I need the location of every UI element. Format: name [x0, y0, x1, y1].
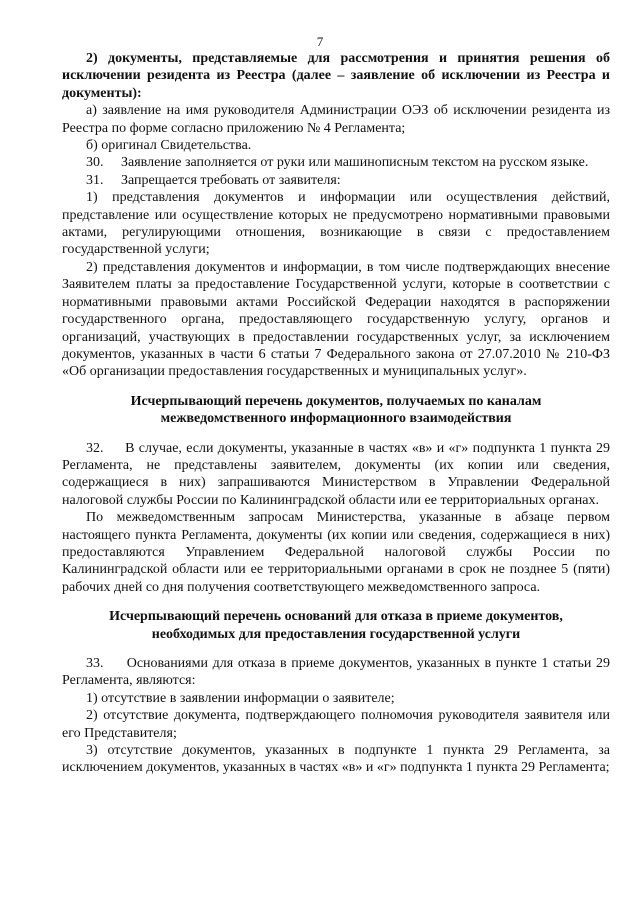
page-number: 7: [316, 34, 324, 49]
paragraph: 3) отсутствие документов, указанных в подпункте 1 пункта 29 Регламента, за исключением документов, указанных в частях «в» и «г» подпункта 1 пункта 29 Регламента;: [62, 743, 610, 776]
paragraph: 1) отсутствие в заявлении информации о заявителе;: [86, 690, 395, 706]
heading-line: Исчерпывающий перечень оснований для отказа в приеме документов,: [109, 609, 563, 625]
heading-line: межведомственного информационного взаимодействия: [160, 411, 512, 427]
paragraph: 2) представления документов и информации, в том числе подтверждающих внесение Заявителем платы за предоставление Государственной услуги, которые в соответствии с нормативными правовыми актами Российской Федерации находятся в распоряжении государственного органа, предоставляющего государственную услугу, органов и организаций, участвующих в предоставлении государственных услуг, за исключением документов, указанных в части 6 статьи 7 Федерального закона от 27.07.2010 № 210-ФЗ «Об организации предоставления государственных и муниципальных услуг».: [62, 259, 610, 380]
heading-line: необходимых для предоставления государственной услуги: [151, 626, 521, 642]
paragraph: 31. Запрещается требовать от заявителя:: [86, 172, 341, 188]
heading-line: Исчерпывающий перечень документов, получаемых по каналам: [130, 393, 542, 409]
paragraph: По межведомственным запросам Министерства, указанные в абзаце первом настоящего пункта Регламента, документы (их копии или сведения, содержащиеся в них) предоставляются Управлением Федеральной налоговой службы России по Калининградской области или ее территориальными органами в срок не позднее 5 (пяти) рабочих дней со дня получения соответствующего межведомственного запроса.: [62, 510, 610, 595]
section-heading: [62, 393, 610, 428]
paragraph: 1) представления документов и информации или осуществления действий, представление или осуществление которых не предусмотрено нормативными правовыми актами, регулирующими отношения, возникающие в связи с предоставлением государственной услуги;: [62, 190, 610, 258]
paragraph: 2) отсутствие документа, подтверждающего полномочия руководителя заявителя или его Представителя;: [62, 708, 610, 741]
paragraph: 32. В случае, если документы, указанные в частях «в» и «г» подпункта 1 пункта 29 Регламента, не представлены заявителем, документы (их копии или сведения, содержащиеся в них) запрашиваются Министерством в Управлении Федеральной налоговой службы России по Калининградской области или ее территориальных органах.: [62, 440, 614, 508]
paragraph: 30. Заявление заполняется от руки или машинописным текстом на русском языке.: [86, 155, 589, 171]
paragraph: 2) документы, представляемые для рассмотрения и принятия решения об исключении резидента из Реестра (далее – заявление об исключении из Реестра и документы):: [62, 51, 610, 101]
document-body: [62, 50, 614, 777]
section-heading: [62, 608, 610, 643]
paragraph: б) оригинал Свидетельства.: [86, 138, 252, 154]
paragraph: 33. Основаниями для отказа в приеме документов, указанных в пункте 1 статьи 29 Регламента, являются:: [62, 656, 614, 689]
paragraph: а) заявление на имя руководителя Администрации ОЭЗ об исключении резидента из Реестра по форме согласно приложению № 4 Регламента;: [62, 103, 610, 136]
